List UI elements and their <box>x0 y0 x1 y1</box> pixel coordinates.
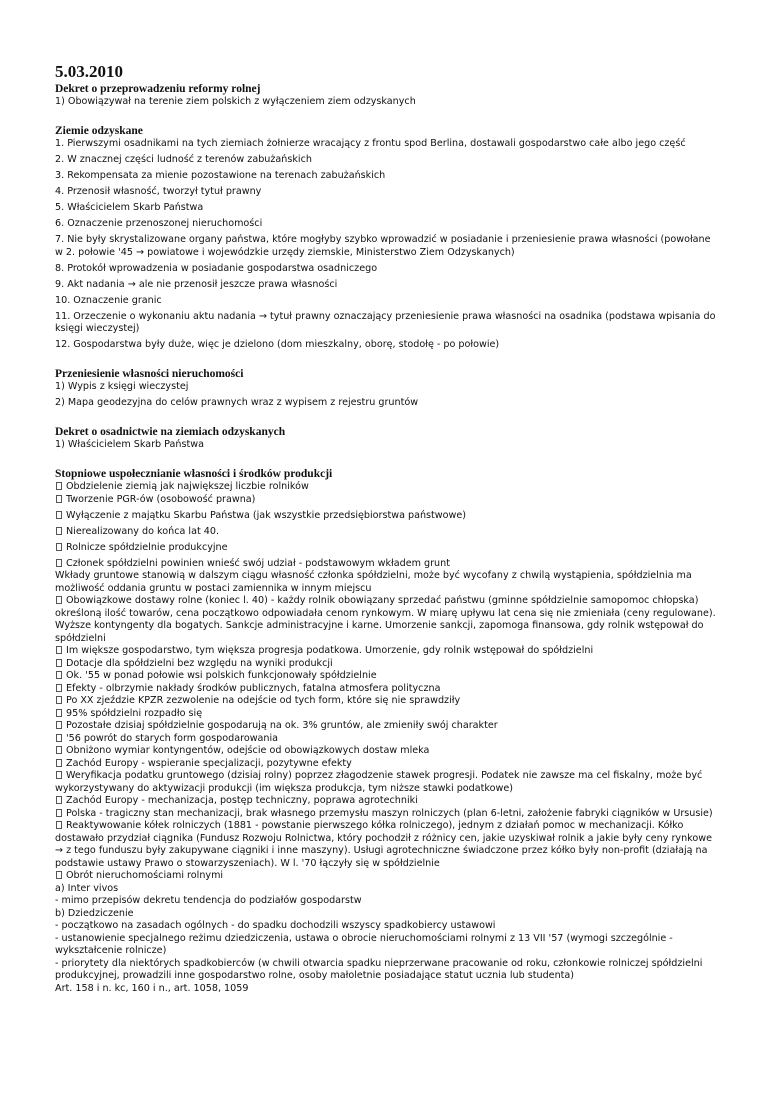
bullet-text: Polska - tragiczny stan mechanizacji, brak własnego przemysłu maszyn rolniczych (plan 6-letni, założenie fabryki ciągników w Ursusie) <box>66 807 713 819</box>
bullet-text: Obniżono wymiar kontyngentów, odejście od obowiązkowych dostaw mleka <box>66 745 430 756</box>
section-heading-ziemie: Ziemie odzyskane <box>55 125 143 137</box>
bullet-text: 95% spółdzielni rozpadło się <box>66 707 203 719</box>
list-item: 4. Przenosił własność, tworzył tytuł prawny <box>55 186 262 197</box>
bullet-text: Tworzenie PGR-ów (osobowość prawna) <box>66 493 256 505</box>
paragraph: Wkłady gruntowe stanowią w dalszym ciągu własność członka spółdzielni, może być wycofany z chwilą wystąpienia, spółdzielnia ma możliwość oddania gruntu w postaci zamiennika w innym miejscu <box>55 570 692 594</box>
bullet-box-icon <box>56 659 62 667</box>
list-item: 8. Protokół wprowadzenia w posiadanie gospodarstwa osadniczego <box>55 262 378 274</box>
bullet-item <box>55 658 720 671</box>
bullet-box-icon <box>56 543 62 551</box>
bullet-text: Weryfikacja podatku gruntowego (dzisiaj rolny) poprzez złagodzenie stawek progresji. Podatek nie zawsze ma cel fiskalny, może być wykorzystywany do aktywizacji produkcji (im większa produkcja, tym niższe stawki podatkowe) <box>55 770 703 794</box>
bullet-text: Ok. '55 w ponad połowie wsi polskich funkcjonowały spółdzielnie <box>66 670 377 681</box>
bullet-item <box>55 645 720 658</box>
bullet-text: Efekty - olbrzymie nakłady środków publicznych, fatalna atmosfera polityczna <box>66 682 441 694</box>
bullet-box-icon <box>56 709 62 717</box>
section-heading-dekret-osadnictwo: Dekret o osadnictwie na ziemiach odzyskanych <box>55 426 286 438</box>
bullet-box-icon <box>56 511 62 519</box>
bullet-item <box>55 695 720 708</box>
section-heading-uspolecznianie: Stopniowe uspołecznianie własności i środków produkcji <box>55 468 333 480</box>
list-item: 5. Właścicielem Skarb Państwa <box>55 202 204 213</box>
bullet-text: '56 powrót do starych form gospodarowania <box>66 732 279 744</box>
bullet-item <box>55 733 720 746</box>
tail-line: a) Inter vivos <box>55 882 119 894</box>
bullet-item <box>55 542 720 555</box>
bullet-box-icon <box>56 796 62 804</box>
bullet-box-icon <box>56 696 62 704</box>
bullet-item <box>55 770 720 795</box>
bullet-item <box>55 510 720 523</box>
tail-line: - mimo przepisów dekretu tendencja do podziałów gospodarstw <box>55 895 362 906</box>
bullet-item <box>55 745 720 758</box>
bullet-box-icon <box>56 721 62 729</box>
section-line: 1) Obowiązywał na terenie ziem polskich z wyłączeniem ziem odzyskanych <box>55 96 416 107</box>
bullet-text: Zachód Europy - wspieranie specjalizacji, pozytywne efekty <box>66 757 352 769</box>
bullet-box-icon <box>56 734 62 742</box>
bullet-text: Dotacje dla spółdzielni bez względu na wyniki produkcji <box>66 657 333 669</box>
bullet-item <box>55 494 720 507</box>
tail-line: - ustanowienie specjalnego reżimu dziedziczenia, ustawa o obrocie nieruchomościami rolnymi z 13 VII '57 (wymogi szczególnie - wykształcenie rolnicze) <box>55 932 673 956</box>
list-item: 2) Mapa geodezyjna do celów prawnych wraz z wypisem z rejestru gruntów <box>55 397 419 408</box>
bullet-text: Rolnicze spółdzielnie produkcyjne <box>66 541 228 553</box>
tail-line: Art. 158 i n. kc, 160 i n., art. 1058, 1059 <box>55 982 249 994</box>
list-item: 12. Gospodarstwa były duże, więc je dzielono (dom mieszkalny, oborę, stodołę - po połowie) <box>55 339 500 350</box>
list-item: 1. Pierwszymi osadnikami na tych ziemiach żołnierze wracający z frontu spod Berlina, dostawali gospodarstwo całe albo jego część <box>55 138 686 149</box>
bullet-text: Reaktywowanie kółek rolniczych (1881 - powstanie pierwszego kółka rolniczego), jednym z działań pomoc w mechanizacji. Kółko dostawało przydział ciągnika (Fundusz Rozwoju Rolnictwa, który pochodził z różnicy cen, jakie uzyskiwał rolnik a jakie były ceny rynkowe → z tego funduszu były zakupywane ciągniki i inne maszyny). Usługi agrotechniczne świadczone przez kółko były non-profit (działają na podstawie ustawy Prawo o stowarzyszeniach). W l. '70 łączyły się w spółdzielnie <box>55 820 712 869</box>
bullet-text: Obowiązkowe dostawy rolne (koniec l. 40) - każdy rolnik obowiązany sprzedać państwu (gminne spółdzielnie samopomoc chłopska) określoną ilość towarów, cena początkowo odpowiadała cenom rynkowym. W miarę upływu lat cena się nie zmieniała (ceny regulowane). Wyższe kontyngenty dla bogatych. Sankcje administracyjne i karne. Umorzenie sankcji, zapomoga finansowa, gdy rolnik wstępował do spółdzielni <box>55 595 716 644</box>
section-heading-reforma: Dekret o przeprowadzeniu reformy rolnej <box>55 83 261 95</box>
bullet-item <box>55 595 720 645</box>
list-item: 9. Akt nadania → ale nie przenosił jeszcze prawa własności <box>55 278 338 290</box>
bullet-box-icon <box>56 821 62 829</box>
bullet-box-icon <box>56 671 62 679</box>
bullet-box-icon <box>56 482 62 490</box>
bullet-box-icon <box>56 871 62 879</box>
bullet-text: Im większe gospodarstwo, tym większa progresja podatkowa. Umorzenie, gdy rolnik wstępował do spółdzielni <box>66 645 594 656</box>
bullet-text: Członek spółdzielni powinien wnieść swój udział - podstawowym wkładem grunt <box>66 557 450 569</box>
list-item: 10. Oznaczenie granic <box>55 294 162 306</box>
bullet-item <box>55 683 720 696</box>
tail-line: - priorytety dla niektórych spadkobierców (w chwili otwarcia spadku nieprzerwane pracowanie od roku, członkowie rolniczej spółdzielni produkcyjnej, prowadzili inne gospodarstwo rolne, osoby małoletnie posiadające statut ucznia lub studenta) <box>55 957 703 981</box>
bullet-item <box>55 808 720 821</box>
bullet-box-icon <box>56 746 62 754</box>
section-heading-przeniesienie: Przeniesienie własności nieruchomości <box>55 368 244 380</box>
bullet-text: Pozostałe dzisiaj spółdzielnie gospodarują na ok. 3% gruntów, ale zmieniły swój charakter <box>66 720 498 731</box>
list-item: 7. Nie były skrystalizowane organy państwa, które mogłyby szybko wprowadzić w posiadanie i przeniesienie prawa własności (powołane w 2. połowie '45 → powiatowe i wojewódzkie urzędy ziemskie, Ministerstwo Ziem Odzyskanych) <box>55 234 711 258</box>
bullet-text: Wyłączenie z majątku Skarbu Państwa (jak wszystkie przedsiębiorstwa państwowe) <box>66 509 467 521</box>
bullet-box-icon <box>56 759 62 767</box>
section-line: 1) Właścicielem Skarb Państwa <box>55 439 204 450</box>
date-title: 5.03.2010 <box>55 62 123 81</box>
bullet-item <box>55 820 720 870</box>
bullet-box-icon <box>56 684 62 692</box>
bullet-item <box>55 481 720 494</box>
bullet-box-icon <box>56 771 62 779</box>
bullet-item <box>55 720 720 733</box>
list-item: 11. Orzeczenie o wykonaniu aktu nadania → tytuł prawny oznaczający przeniesienie prawa własności na osadnika (podstawa wpisania do księgi wieczystej) <box>55 310 716 334</box>
bullet-text: Zachód Europy - mechanizacja, postęp techniczny, poprawa agrotechniki <box>66 795 418 806</box>
bullet-box-icon <box>56 559 62 567</box>
bullet-text: Nierealizowany do końca lat 40. <box>66 525 220 537</box>
bullet-item <box>55 795 720 808</box>
bullet-box-icon <box>56 596 62 604</box>
bullet-box-icon <box>56 646 62 654</box>
bullet-item <box>55 870 720 883</box>
bullet-item <box>55 526 720 539</box>
bullet-box-icon <box>56 527 62 535</box>
bullet-box-icon <box>56 809 62 817</box>
tail-line: - początkowo na zasadach ogólnych - do spadku dochodzili wszyscy spadkobiercy ustawowi <box>55 920 496 931</box>
bullet-item <box>55 558 720 571</box>
bullet-item <box>55 758 720 771</box>
bullet-text: Po XX zjeździe KPZR zezwolenie na odejście od tych form, które się nie sprawdziły <box>66 695 461 706</box>
list-item: 2. W znacznej części ludność z terenów zabużańskich <box>55 154 312 165</box>
list-item: 6. Oznaczenie przenoszonej nieruchomości <box>55 218 263 229</box>
list-item: 1) Wypis z księgi wieczystej <box>55 381 189 392</box>
bullet-text: Obrót nieruchomościami rolnymi <box>66 870 224 881</box>
bullet-item <box>55 670 720 683</box>
bullet-item <box>55 708 720 721</box>
bullet-box-icon <box>56 495 62 503</box>
tail-line: b) Dziedziczenie <box>55 907 134 919</box>
bullet-text: Obdzielenie ziemią jak największej liczbie rolników <box>66 481 309 492</box>
list-item: 3. Rekompensata za mienie pozostawione na terenach zabużańskich <box>55 170 386 181</box>
